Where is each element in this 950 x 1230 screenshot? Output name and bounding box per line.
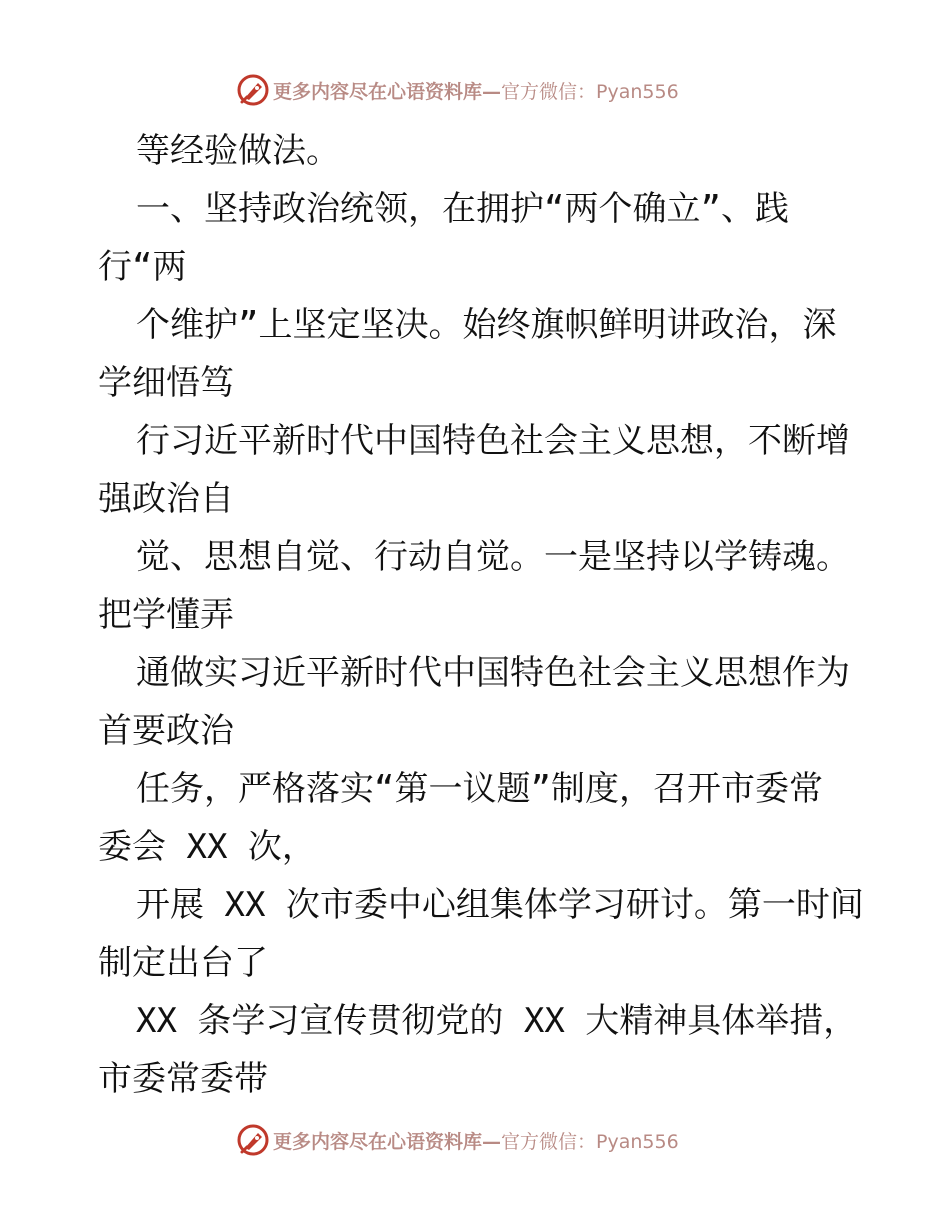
text-line: 首要政治 [98,711,234,751]
text-line: 等经验做法。 [136,131,340,171]
text-line: XX 条学习宣传贯彻党的 XX 大精神具体举措， [136,1001,858,1041]
text-line: 觉、思想自觉、行动自觉。一是坚持以学铸魂。 [136,537,850,577]
text-line: 开展 XX 次市委中心组集体学习研讨。第一时间 [136,885,864,925]
text-line: 行“两 [98,247,187,287]
pen-nib-logo-icon [236,1123,270,1157]
header-banner [236,72,679,108]
pen-nib-logo-icon [236,73,270,107]
text-line: 行习近平新时代中国特色社会主义思想，不断增 [136,421,850,461]
text-line: 制定出台了 [98,943,268,983]
text-line: 任务，严格落实“第一议题”制度，召开市委常 [136,769,823,809]
text-line: 学细悟笃 [98,363,234,403]
banner-wechat: 官方微信：Pyan556 [501,1130,679,1153]
text-line: 市委常委带 [98,1059,268,1099]
text-line: 强政治自 [98,479,234,519]
footer-banner [236,1122,679,1158]
text-line: 一、坚持政治统领，在拥护“两个确立”、践 [136,189,789,229]
text-line: 委会 XX 次， [98,827,316,867]
banner-text: 更多内容尽在心语资料库— [273,1130,502,1153]
text-line: 个维护”上坚定坚决。始终旗帜鲜明讲政治，深 [136,305,837,345]
banner-text: 更多内容尽在心语资料库— [273,80,502,103]
banner-wechat: 官方微信：Pyan556 [501,80,679,103]
text-line: 把学懂弄 [98,595,234,635]
document-body [98,122,864,1108]
text-line: 通做实习近平新时代中国特色社会主义思想作为 [136,653,850,693]
